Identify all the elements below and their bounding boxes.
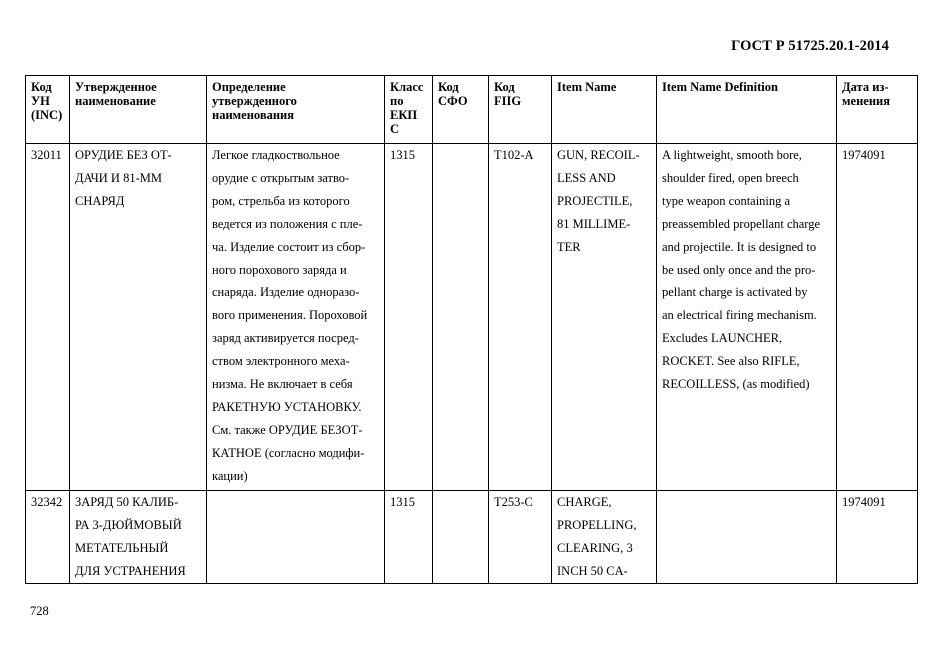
cell-text-line: 1974091	[842, 148, 886, 162]
column-header-fiig	[489, 76, 552, 144]
cell-text-line: ОРУДИЕ БЕЗ ОТ-	[75, 148, 172, 162]
cell-text-line: 32342	[31, 495, 63, 509]
cell-definition	[207, 491, 385, 584]
cell-text-line: 32011	[31, 148, 62, 162]
cell-text-line: and projectile. It is designed to	[662, 239, 817, 254]
cell-text-line: CLEARING, 3	[557, 540, 633, 555]
cell-approved-name	[70, 491, 207, 584]
cell-text-line: A lightweight, smooth bore,	[662, 148, 802, 162]
column-header-line: по	[390, 94, 404, 108]
table-body	[26, 144, 918, 584]
cell-fiig	[489, 144, 552, 491]
cell-text-line: type weapon containing a	[662, 193, 791, 208]
document-code: ГОСТ Р 51725.20.1-2014	[731, 38, 889, 54]
column-header-line: Утвержденное	[75, 80, 157, 94]
cell-ekps	[385, 491, 433, 584]
cell-text-line: ча. Изделие состоит из сбор-	[212, 239, 366, 254]
table-row	[26, 144, 918, 491]
cell-text-line: shoulder fired, open breech	[662, 170, 799, 185]
cell-text-line: ного порохового заряда и	[212, 262, 347, 277]
cell-item-name-def	[657, 144, 837, 491]
cell-text-line: GUN, RECOIL-	[557, 148, 640, 162]
column-header-line: FIIG	[494, 94, 522, 108]
column-header-item-name-def	[657, 76, 837, 144]
column-header-line: Дата из-	[842, 80, 889, 94]
column-header-line: СФО	[438, 94, 468, 108]
cell-text-line: 1315	[390, 495, 415, 509]
cell-item-name-def	[657, 491, 837, 584]
cell-inc	[26, 491, 70, 584]
cell-text-line: заряд активируется посред-	[212, 331, 359, 346]
cell-text-line: ДАЧИ И 81-ММ	[75, 170, 162, 185]
cell-text-line: РА 3-ДЮЙМОВЫЙ	[75, 517, 182, 532]
column-header-line: Класс	[390, 80, 424, 94]
cell-fiig	[489, 491, 552, 584]
column-header-line: ЕКП	[390, 108, 418, 122]
column-header-line: наименование	[75, 94, 156, 108]
column-header-definition	[207, 76, 385, 144]
cell-text-line: ЗАРЯД 50 КАЛИБ-	[75, 495, 179, 509]
column-header-line: Item Name	[557, 80, 617, 94]
cell-ekps	[385, 144, 433, 491]
cell-approved-name	[70, 144, 207, 491]
cell-item-name	[552, 144, 657, 491]
column-header-line: Код	[438, 80, 459, 94]
cell-definition	[207, 144, 385, 491]
cell-text-line: pellant charge is activated by	[662, 285, 808, 300]
cell-text-line: 81 MILLIME-	[557, 216, 631, 231]
cell-text-line: LESS AND	[557, 170, 616, 185]
cell-inc	[26, 144, 70, 491]
cell-text-line: INCH 50 CA-	[557, 563, 628, 578]
table-row	[26, 491, 918, 584]
column-header-ekps	[385, 76, 433, 144]
cell-text-line: T253-C	[494, 495, 533, 509]
cell-text-line: низма. Не включает в себя	[212, 377, 353, 392]
cell-text-line: ром, стрельба из которого	[212, 193, 350, 208]
cell-item-name	[552, 491, 657, 584]
cell-change-date	[837, 491, 918, 584]
cell-text-line: Excludes LAUNCHER,	[662, 331, 783, 346]
cell-text-line: ведется из положения с пле-	[212, 216, 363, 231]
column-header-line: Определение	[212, 80, 286, 94]
cell-text-line: PROPELLING,	[557, 517, 637, 532]
cell-text-line: Легкое гладкоствольное	[212, 148, 340, 162]
cell-text-line: PROJECTILE,	[557, 193, 633, 208]
cell-text-line: кации)	[212, 468, 248, 483]
column-header-inc	[26, 76, 70, 144]
cell-text-line: 1974091	[842, 495, 886, 509]
column-header-line: УН	[31, 94, 50, 108]
cell-text-line: 1315	[390, 148, 415, 162]
cell-text-line: РАКЕТНУЮ УСТАНОВКУ.	[212, 399, 362, 414]
cell-text-line: СНАРЯД	[75, 193, 125, 208]
cell-text-line: RECOILLESS, (as modified)	[662, 377, 810, 392]
column-header-item-name	[552, 76, 657, 144]
column-header-line: Код	[31, 80, 52, 94]
cell-text-line: T102-A	[494, 148, 534, 162]
cell-text-line: be used only once and the pro-	[662, 262, 816, 277]
cell-text-line: TER	[557, 239, 581, 254]
column-header-line: наименования	[212, 108, 295, 122]
cell-text-line: an electrical firing mechanism.	[662, 308, 817, 323]
cell-text-line: орудие с открытым затво-	[212, 170, 350, 185]
cell-text-line: ROCKET. See also RIFLE,	[662, 354, 800, 369]
column-header-change-date	[837, 76, 918, 144]
column-header-line: менения	[842, 94, 890, 108]
column-header-line: (INC)	[31, 108, 63, 122]
cell-text-line: МЕТАТЕЛЬНЫЙ	[75, 540, 169, 555]
cell-sfo	[433, 491, 489, 584]
column-header-line: утвержденного	[212, 94, 297, 108]
cell-text-line: ДЛЯ УСТРАНЕНИЯ	[75, 563, 186, 578]
cell-text-line: вого применения. Пороховой	[212, 308, 368, 323]
cell-change-date	[837, 144, 918, 491]
column-header-line: Код	[494, 80, 515, 94]
cell-text-line: ством электронного меха-	[212, 354, 350, 369]
catalog-table	[25, 75, 918, 584]
cell-text-line: preassembled propellant charge	[662, 216, 821, 231]
column-header-sfo	[433, 76, 489, 144]
cell-text-line: снаряда. Изделие одноразо-	[212, 285, 360, 300]
column-header-line: С	[390, 122, 400, 136]
cell-text-line: См. также ОРУДИЕ БЕЗОТ-	[212, 422, 363, 437]
page-number: 728	[30, 604, 49, 618]
column-header-line: Item Name Definition	[662, 80, 778, 94]
column-header-approved-name	[70, 76, 207, 144]
table-header-row	[26, 76, 918, 144]
cell-text-line: CHARGE,	[557, 495, 612, 509]
cell-text-line: КАТНОЕ (согласно модифи-	[212, 445, 365, 460]
cell-sfo	[433, 144, 489, 491]
